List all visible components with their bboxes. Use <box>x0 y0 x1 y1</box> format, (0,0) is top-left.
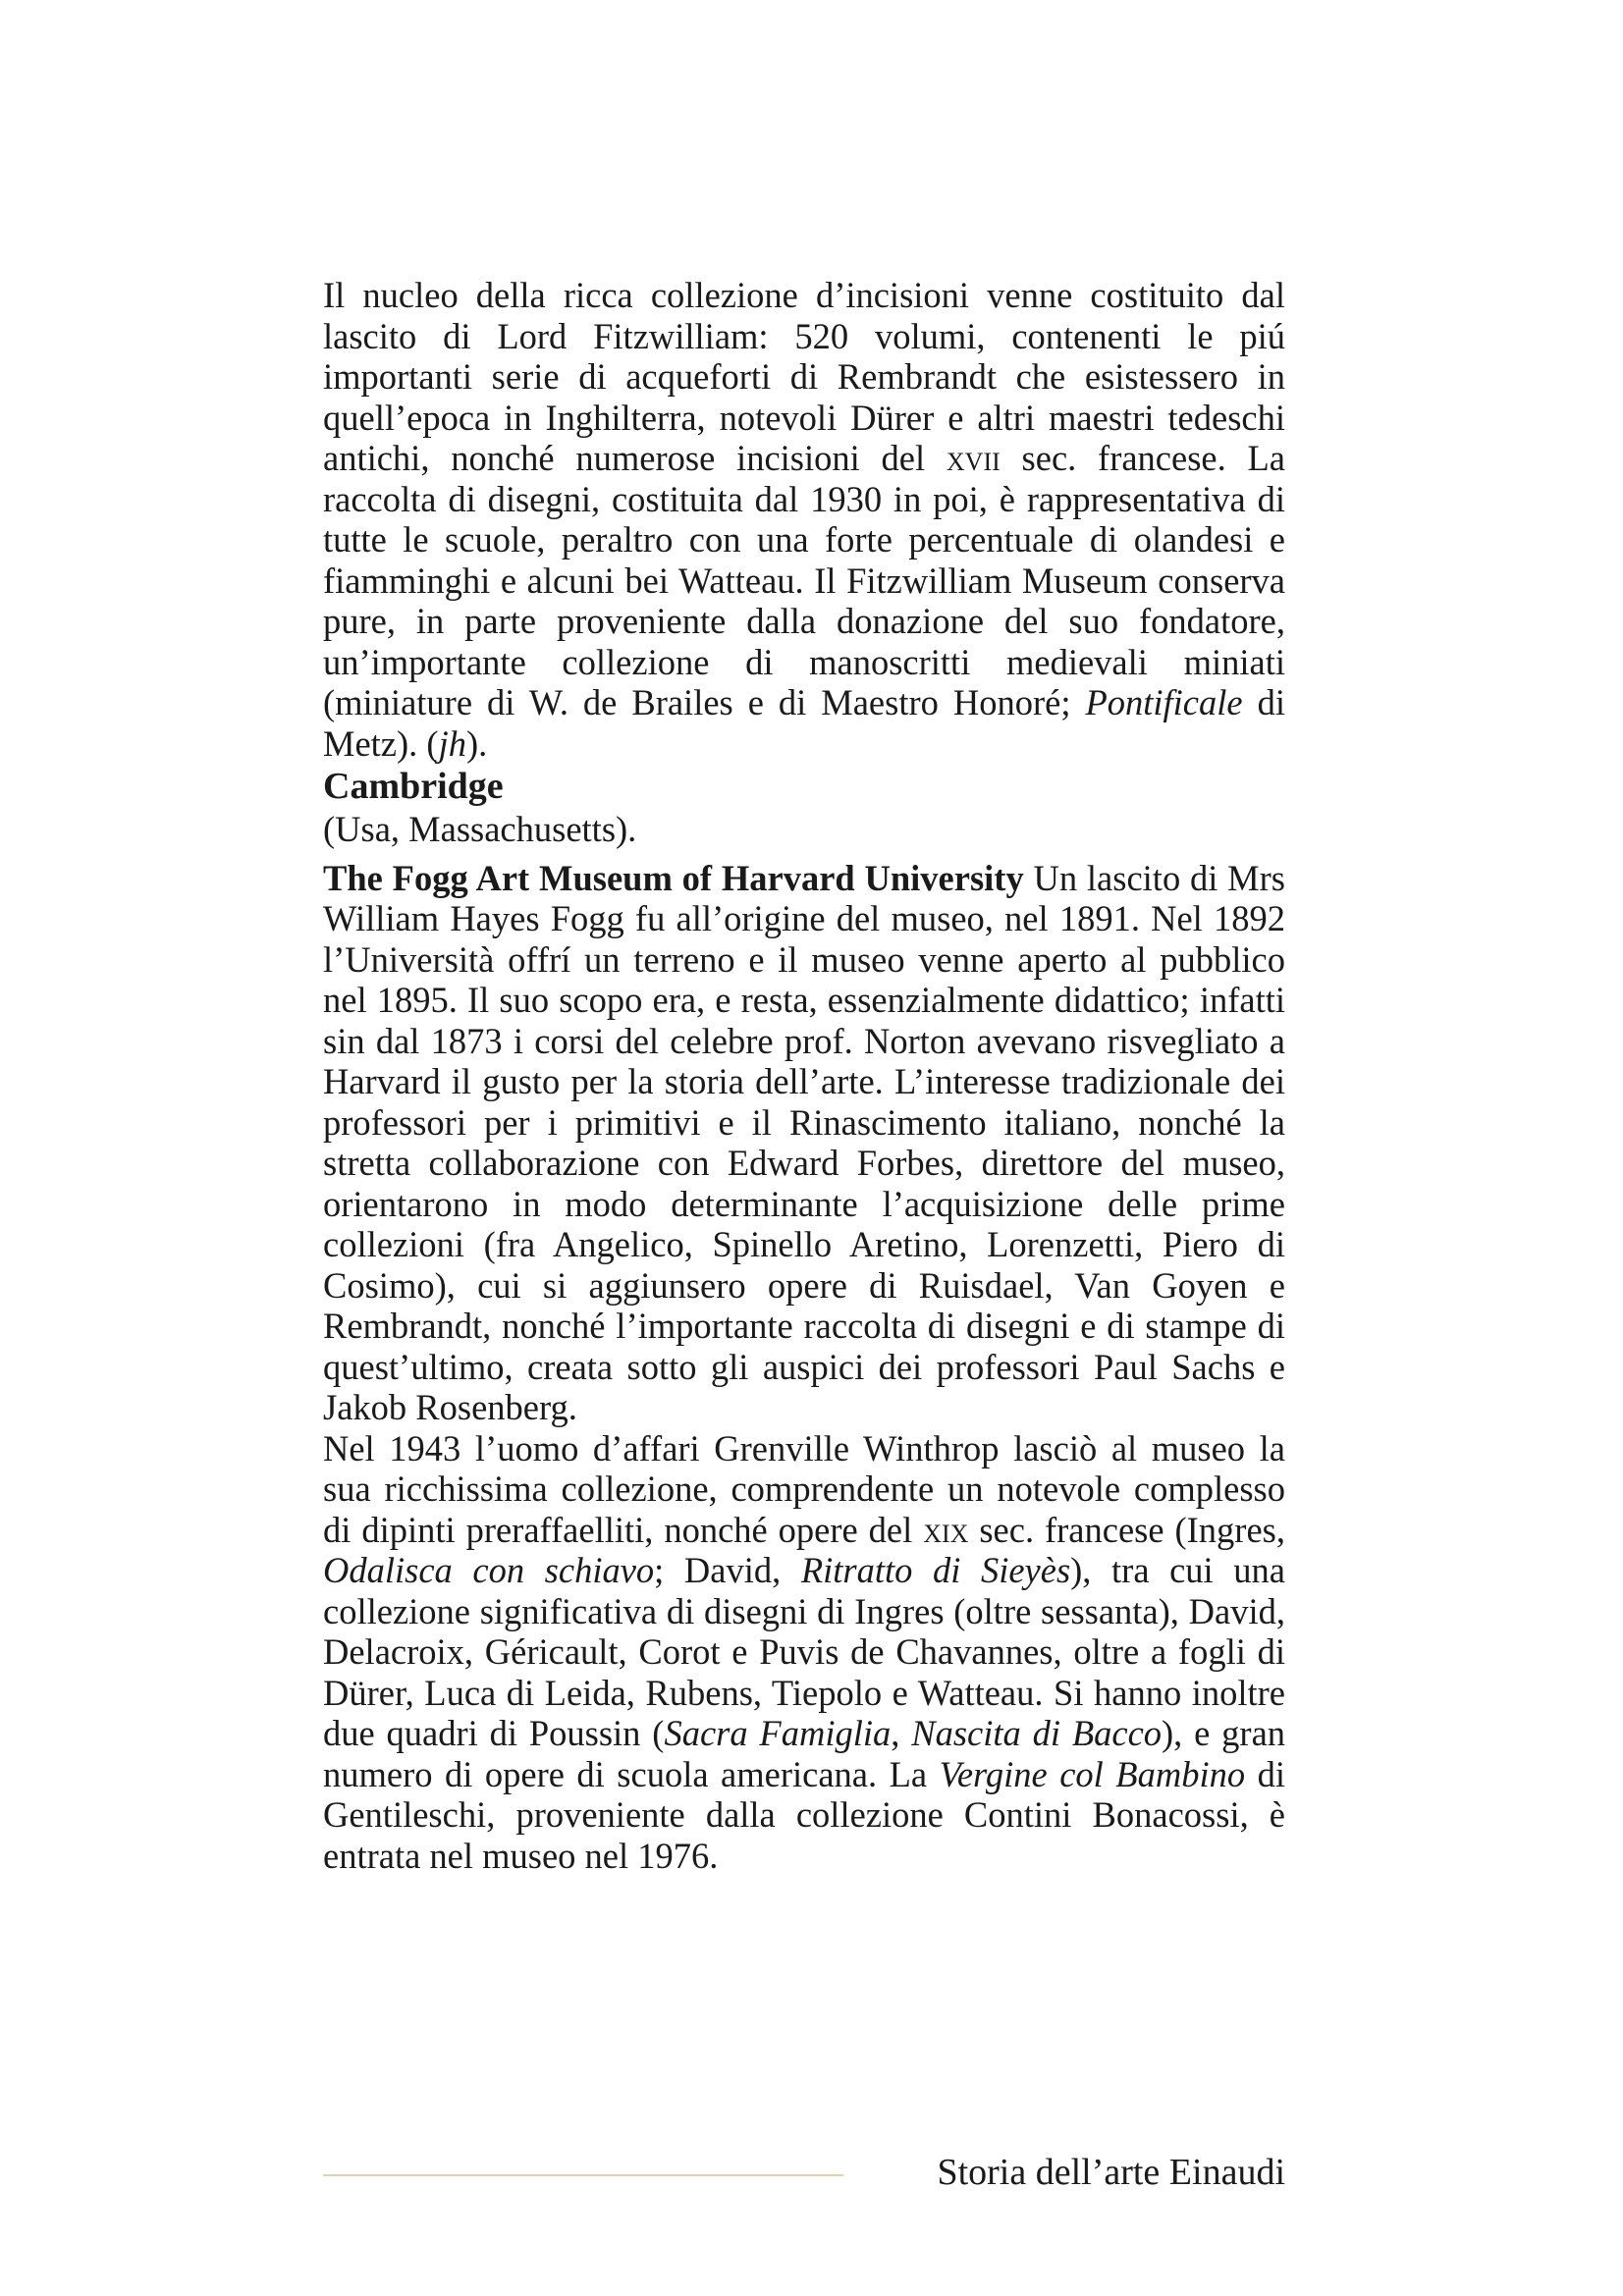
entry-place: (Usa, Massachusetts). <box>323 809 637 849</box>
work-nascita: Nascita di Bacco <box>911 1713 1163 1753</box>
author-initials: jh <box>438 722 466 764</box>
work-odalisca: Odalisca con schiavo <box>323 1550 655 1590</box>
museum-name: The Fogg Art Museum of Harvard University <box>323 857 1024 898</box>
intro-paragraph: Il nucleo della ricca collezione d’incisioni venne costituito dal lascito di Lord Fitzwilliam: 520 volumi, contenenti le piú importanti serie di acqueforti di Rembrandt che esistessero in quell’epoca in Inghilterra, notevoli Dürer e altri maestri tedeschi antichi, nonché numerose incisioni del xvii sec. francese. La raccolta di disegni, costituita dal 1930 in poi, è rappresentativa di tutte le scuole, peraltro con una forte percentuale di olandesi e fiamminghi e alcuni bei Watteau. Il Fitzwilliam Museum conserva pure, in parte proveniente dalla donazione del suo fondatore, un’importante collezione di manoscritti medievali miniati (miniature di W. de Brailes e di Maestro Honoré; Pontificale di Metz). (jh). <box>323 275 1286 764</box>
footer-rule <box>323 2174 843 2176</box>
fogg-paragraph: The Fogg Art Museum of Harvard University Un lascito di Mrs William Hayes Fogg fu all’origine del museo, nel 1891. Nel 1892 l’Università offrí un terreno e il museo venne aperto al pubblico nel 1895. Il suo scopo era, e resta, essenzialmente didattico; infatti sin dal 1873 i corsi del celebre prof. Norton avevano risvegliato a Harvard il gusto per la storia dell’arte. L’interesse tradizionale dei professori per i primitivi e il Rinascimento italiano, nonché la stretta collaborazione con Edward Forbes, direttore del museo, orientarono in modo determinante l’acquisizione delle prime collezioni (fra Angelico, Spinello Aretino, Lorenzetti, Piero di Cosimo), cui si aggiunsero opere di Ruisdael, Van Goyen e Rembrandt, nonché l’importante raccolta di disegni e di stampe di quest’ultimo, creata sotto gli auspici dei professori Paul Sachs e Jakob Rosenberg. <box>323 857 1285 1427</box>
work-vergine: Vergine col Bambino <box>939 1753 1246 1794</box>
winthrop-paragraph: Nel 1943 l’uomo d’affari Grenville Winthrop lasciò al museo la sua ricchissima collezione, comprendente un notevole complesso di dipinti preraffaelliti, nonché opere del xix sec. francese (Ingres, Odalisca con schiavo; David, Ritratto di Sieyès), tra cui una collezione significativa di disegni di Ingres (oltre sessanta), David, Delacroix, Géricault, Corot e Puvis de Chavannes, oltre a fogli di Dürer, Luca di Leida, Rubens, Tiepolo e Watteau. Si hanno inoltre due quadri di Poussin (Sacra Famiglia, Nascita di Bacco), e gran numero di opere di scuola americana. La Vergine col Bambino di Gentileschi, proveniente dalla collezione Contini Bonacossi, è entrata nel museo nel 1976. <box>323 1427 1286 1876</box>
pontificale-title: Pontificale <box>1085 682 1243 722</box>
page-body <box>323 275 1285 1876</box>
entry-title: Cambridge <box>323 766 504 807</box>
work-sacra-famiglia: Sacra Famiglia <box>664 1713 892 1753</box>
century-xix: xix <box>923 1509 969 1550</box>
century-xvii: xvii <box>946 438 1001 478</box>
footer-title: Storia dell’arte Einaudi <box>937 2152 1285 2193</box>
work-ritratto: Ritratto di Sieyès <box>800 1550 1071 1590</box>
